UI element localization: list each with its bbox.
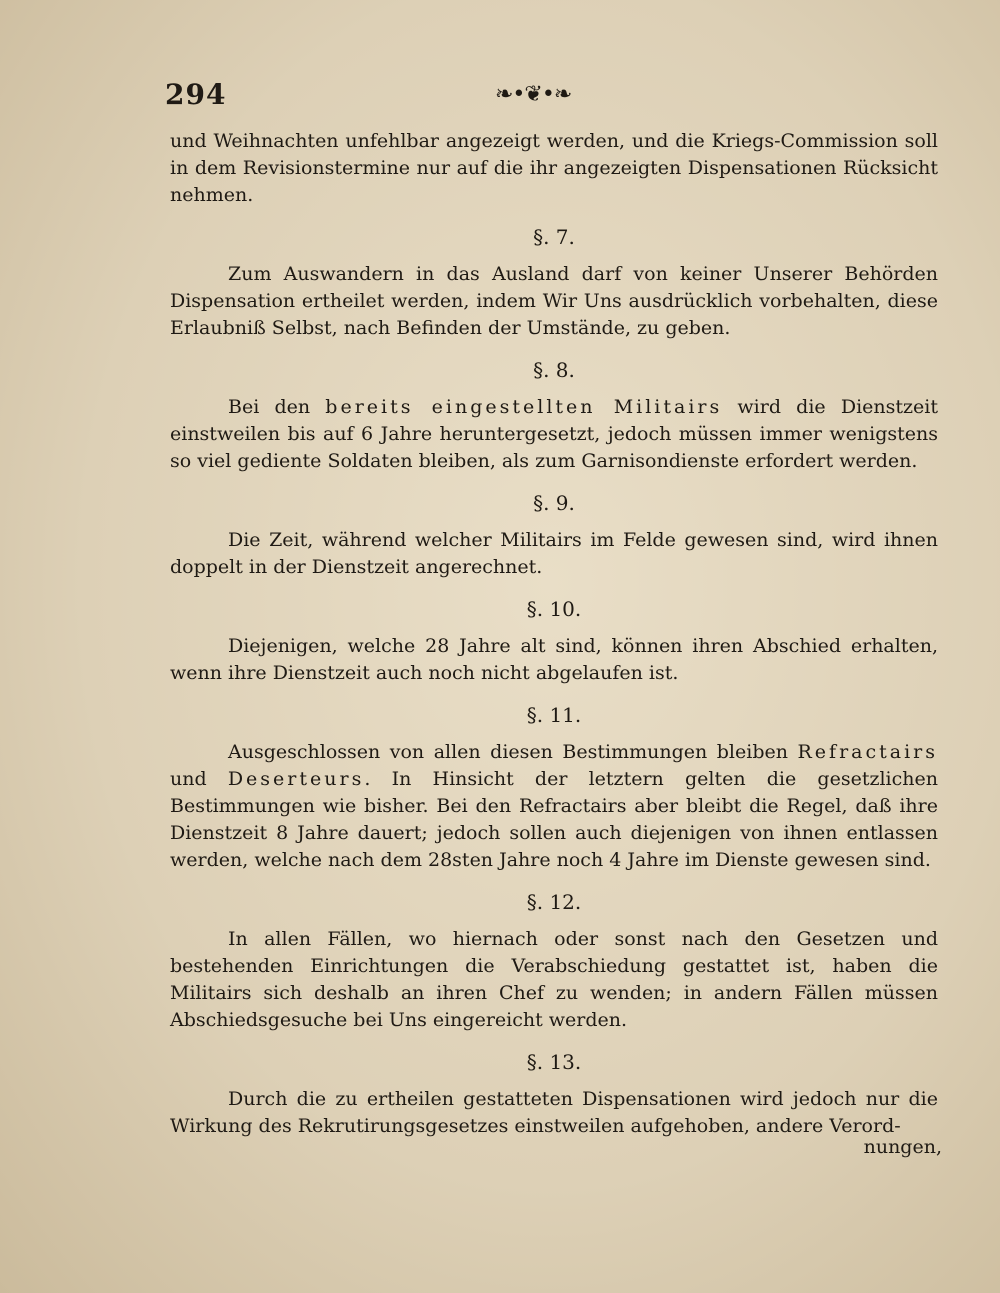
catchword: nungen, — [863, 1136, 942, 1158]
section-heading-9: §. 9. — [533, 491, 575, 515]
section-11-part-a: Ausgeschlossen von allen diesen Bestimmungen bleiben — [228, 741, 798, 763]
section-8-part-a: Bei den — [228, 396, 326, 418]
section-11-refractairs: Refractairs — [797, 741, 938, 763]
section-text-13: Durch die zu ertheilen gestatteten Dispensationen wird jedoch nur die Wirkung des Rekrutirungsgesetzes einstweilen aufgehoben, andere Verord- — [170, 1088, 938, 1137]
body-text — [170, 128, 938, 1140]
section-11-part-e: . In Hinsicht der letztern gelten die gesetzlichen Bestimmungen wie bisher. Bei den Refractairs aber bleibt die Regel, daß ihre Dienstzeit 8 Jahre dauert; jedoch sollen auch diejenigen von ihnen entlassen werden, welche nach dem 28sten Jahre noch 4 Jahre im Dienste gewesen sind. — [170, 768, 938, 871]
section-text-11 — [170, 739, 938, 874]
section-heading-11: §. 11. — [526, 703, 582, 727]
section-11-part-c: und — [170, 768, 228, 790]
page-number: 294 — [165, 78, 227, 111]
page-header — [165, 78, 945, 118]
intro-paragraph: und Weihnachten unfehlbar angezeigt werden, und die Kriegs-Commission soll in dem Revisionstermine nur auf die ihr angezeigten Dispensationen Rücksicht nehmen. — [170, 130, 938, 206]
section-heading-8: §. 8. — [533, 358, 575, 382]
section-text-8 — [170, 394, 938, 475]
section-heading-7: §. 7. — [533, 225, 575, 249]
section-8-part-c: wird die Dienstzeit einstweilen bis auf 6 Jahre heruntergesetzt, jedoch müssen immer wenigstens so viel gediente Soldaten bleiben, als zum Garnisondienste erfordert werden. — [170, 396, 938, 472]
section-heading-10: §. 10. — [526, 597, 582, 621]
section-heading-12: §. 12. — [526, 890, 582, 914]
section-text-12: In allen Fällen, wo hiernach oder sonst nach den Gesetzen und bestehenden Einrichtungen die Verabschiedung gestattet ist, haben die Militairs sich deshalb an ihren Chef zu wenden; in andern Fällen müssen Abschiedsgesuche bei Uns eingereicht werden. — [170, 928, 938, 1031]
section-text-9: Die Zeit, während welcher Militairs im Felde gewesen sind, wird ihnen doppelt in der Dienstzeit angerechnet. — [170, 529, 938, 578]
section-text-10: Diejenigen, welche 28 Jahre alt sind, können ihren Abschied erhalten, wenn ihre Dienstzeit auch noch nicht abgelaufen ist. — [170, 635, 938, 684]
section-8-emphasis: bereits eingestellten Militairs — [325, 396, 723, 418]
section-11-deserteurs: Deserteurs — [227, 768, 365, 790]
section-heading-13: §. 13. — [526, 1050, 582, 1074]
header-ornament: ❧•❦•❧ — [495, 82, 572, 107]
section-text-7: Zum Auswandern in das Ausland darf von keiner Unserer Behörden Dispensation ertheilet werden, indem Wir Uns ausdrücklich vorbehalten, diese Erlaubniß Selbst, nach Befinden der Umstände, zu geben. — [170, 263, 938, 339]
